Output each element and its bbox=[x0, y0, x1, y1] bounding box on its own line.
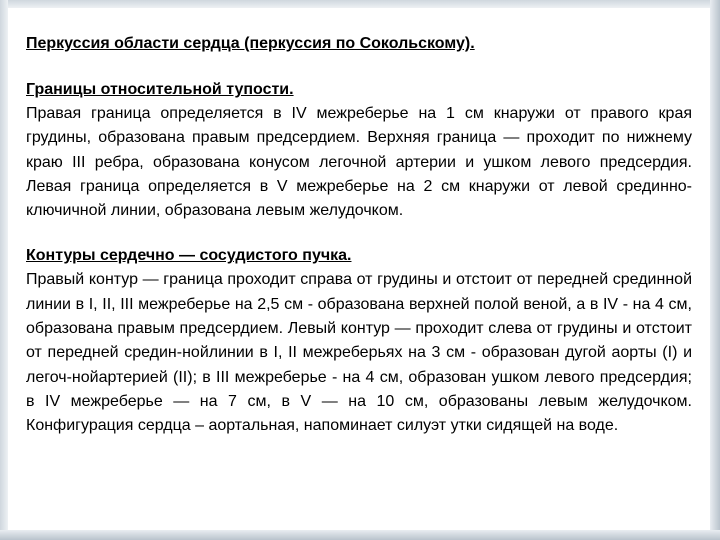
section-vascular-bundle-contours bbox=[26, 244, 692, 438]
slide-frame-right bbox=[710, 0, 720, 540]
section-heading: Контуры сердечно — сосудистого пучка. bbox=[26, 247, 352, 265]
slide-frame-bottom bbox=[0, 530, 720, 540]
slide-title: Перкуссия области сердца (перкуссия по Сокольскому). bbox=[26, 35, 475, 52]
section-heading: Границы относительной тупости. bbox=[26, 81, 294, 98]
slide-frame-top bbox=[0, 0, 720, 8]
section-relative-dullness bbox=[26, 78, 692, 223]
slide-content bbox=[26, 32, 692, 439]
section-paragraph: Правая граница определяется в IV межреберье на 1 см кнаружи от правого края грудины, образована правым предсердием. Верхняя граница — проходит по нижнему краю III ребра, образована конусом легочной артерии и ушком левого предсердия. Левая граница определяется в V межреберье на 2 см кнаружи от левой срединно-ключичной линии, образована левым желудочком. bbox=[26, 105, 692, 220]
section-paragraph: Правый контур — граница проходит справа от грудины и отстоит от передней срединной линии в I, II, III межреберье на 2,5 см - образована верхней полой веной, а в IV - на 4 см, образована правым предсердием. Левый контур — проходит слева от грудины и отстоит от передней средин-нойлинии в I, II межреберьях на 3 см - образован дугой аорты (I) и легоч-нойартерией (II); в III межреберье - на 4 см, образован ушком левого предсердия; в IV межреберье — на 7 см, в V — на 10 см, образованы левым желудочком. Конфигурация сердца – аортальная, напоминает силуэт утки сидящей на воде. bbox=[26, 271, 692, 435]
slide-frame-left bbox=[0, 0, 8, 540]
